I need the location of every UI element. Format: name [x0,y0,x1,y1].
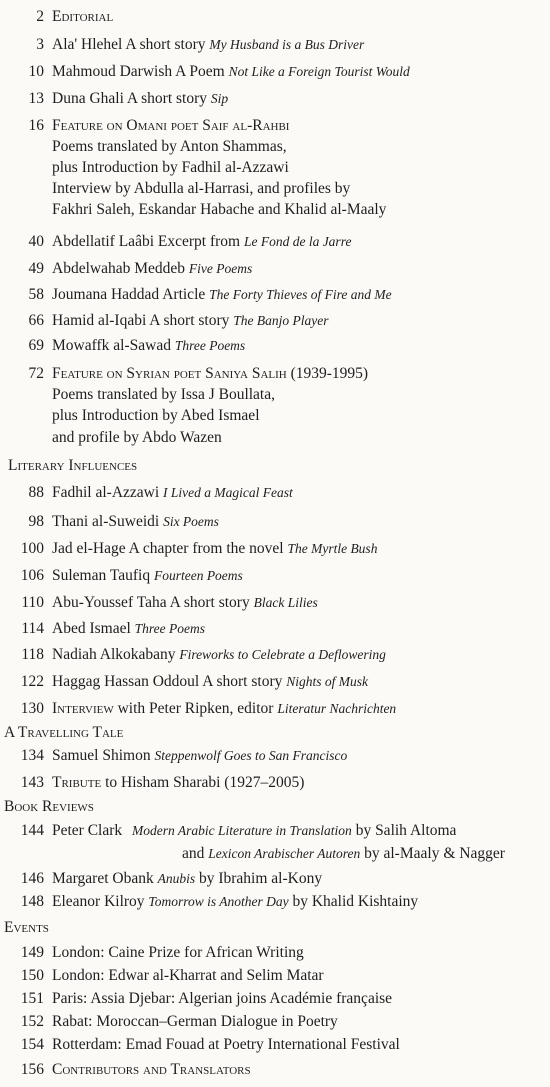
entry-genre: Article [162,286,206,303]
page-number: 49 [28,260,44,277]
entry-author: Eleanor Kilroy [52,893,145,910]
entry-heading: Feature on Syrian poet Saniya Salih [52,365,287,382]
page-number: 88 [28,484,44,501]
entry-title: Nights of Musk [286,674,368,689]
entry-detail-line: Poems translated by Anton Shammas, [52,138,287,155]
page-number: 106 [20,567,44,584]
entry-title: Fireworks to Celebrate a Deflowering [179,647,386,662]
page-number: 134 [20,747,44,764]
entry-genre: A short story [202,673,283,690]
page-number: 143 [20,774,44,791]
entry-heading: Tribute [52,774,102,791]
entry-title: Tomorrow is Another Day [148,894,289,909]
page-number: 130 [20,700,44,717]
entry-author: Joumana Haddad [52,286,160,303]
entry-dates: (1939-1995) [290,365,369,382]
entry-author: Margaret Obank [52,870,154,887]
page-number: 154 [20,1036,44,1053]
entry-title: The Banjo Player [233,313,329,328]
entry-detail-line [182,843,505,865]
page-number: 149 [20,944,44,961]
page-number: 3 [36,36,44,53]
entry-title: Five Poems [188,261,253,276]
entry-title: Fourteen Poems [153,568,243,583]
entry-heading: Contributors and Translators [52,1061,251,1078]
entry-title: The Forty Thieves of Fire and Me [209,287,392,302]
entry-title: Sip [210,91,229,106]
page-number: 110 [21,594,44,611]
page-number: 66 [28,312,44,329]
entry-title: Lexicon Arabischer Autoren [208,846,361,861]
page-number: 148 [20,893,44,910]
entry-author: Samuel Shimon [52,747,151,764]
entry-author: London: Caine Prize for African Writing [52,944,304,961]
entry-author: Abed Ismael [52,620,131,637]
entry-detail-line: Interview by Abdulla al-Harrasi, and profiles by [52,180,351,197]
page-number: 100 [20,540,44,557]
entry-author: Abu-Youssef Taha [52,594,167,611]
entry-title: Le Fond de la Jarre [243,234,352,249]
entry-title: Three Poems [134,621,206,636]
page-number: 72 [28,365,44,382]
entry-by: by Khalid Kishtainy [292,893,419,910]
entry-title: I Lived a Magical Feast [163,485,293,500]
page-number: 122 [20,673,44,690]
section-heading: Book Reviews [4,798,94,815]
entry-heading: Feature on Omani poet Saif al-Rahbi [52,117,290,134]
entry-detail-line: plus Introduction by Abed Ismael [52,407,260,424]
entry-genre: Excerpt from [157,233,241,250]
entry-author: Suleman Taufiq [52,567,151,584]
page-number: 118 [21,646,44,663]
entry-title: Modern Arabic Literature in Translation [132,823,352,838]
entry-by: by Ibrahim al-Kony [198,870,323,887]
entry-and: and [182,845,205,862]
entry-title: Steppenwolf Goes to San Francisco [154,748,348,763]
page-number: 146 [20,870,44,887]
entry-title: The Myrtle Bush [287,541,378,556]
section-heading: A Travelling Tale [4,724,124,741]
entry-title: My Husband is a Bus Driver [209,37,365,52]
page-number: 152 [20,1013,44,1030]
page-number: 69 [28,337,44,354]
entry-author: Ala' Hlehel [52,36,123,53]
page-number: 2 [36,8,44,25]
entry-detail-line: plus Introduction by Fadhil al-Azzawi [52,159,289,176]
entry-detail-line: Fakhri Saleh, Eskandar Habache and Khalid al-Maaly [52,201,387,218]
entry-detail-line: Poems translated by Issa J Boullata, [52,386,275,403]
entry-author: Rotterdam: Emad Fouad at Poetry International Festival [52,1036,400,1053]
entry-author: Peter Clark [52,822,123,839]
page-number: 144 [20,822,44,839]
entry-author: Fadhil al-Azzawi [52,484,160,501]
entry-author: Mahmoud Darwish [52,63,173,80]
section-heading: Events [4,919,49,936]
entry-genre: A Poem [175,63,225,80]
entry-title: Black Lilies [253,595,318,610]
entry-genre: A short story [149,312,230,329]
entry-author: London: Edwar al-Kharrat and Selim Matar [52,967,324,984]
entry-author: Haggag Hassan Oddoul [52,673,200,690]
entry-author: Paris: Assia Djebar: Algerian joins Académie française [52,990,393,1007]
entry-by: by Salih Altoma [355,822,457,839]
entry-genre: A short story [169,594,250,611]
entry-genre: A short story [126,90,208,107]
entry-author: Mowaffk al-Sawad [52,337,171,354]
page-number: 98 [28,513,44,530]
entry-title: Six Poems [163,514,219,529]
page-number: 16 [28,117,44,134]
section-heading: Literary Influences [8,457,138,474]
entry-author: Jad el-Hage [52,540,126,557]
page-number: 156 [20,1061,44,1078]
entry-genre: A short story [125,36,206,53]
page-number: 150 [20,967,44,984]
entry-author: Rabat: Moroccan–German Dialogue in Poetry [52,1013,338,1030]
entry-author: Thani al-Suweidi [52,513,160,530]
entry-heading: Editorial [52,8,114,25]
page-number: 151 [20,990,44,1007]
page-number: 58 [28,286,44,303]
entry-title: Anubis [157,871,196,886]
entry-title: Not Like a Foreign Tourist Would [228,64,410,79]
entry-author: with Peter Ripken, editor [117,700,274,717]
page-number: 13 [28,90,44,107]
entry-author: Abdellatif Laâbi [52,233,154,250]
entry-title: Literatur Nachrichten [277,701,397,716]
entry-author: Nadiah Alkokabany [52,646,176,663]
entry-author: Abdelwahab Meddeb [52,260,185,277]
page-number: 114 [21,620,44,637]
entry-author: to Hisham Sharabi (1927–2005) [105,774,305,791]
entry-author: Duna Ghali [52,90,124,107]
entry-author: Hamid al-Iqabi [52,312,147,329]
entry-genre: A chapter from the novel [128,540,284,557]
entry-title: Three Poems [174,338,246,353]
page-number: 40 [28,233,44,250]
entry-heading: Interview [52,700,114,717]
entry-detail-line: and profile by Abdo Wazen [52,429,222,446]
entry-by: by al-Maaly & Nagger [364,845,505,862]
page-number: 10 [28,63,44,80]
